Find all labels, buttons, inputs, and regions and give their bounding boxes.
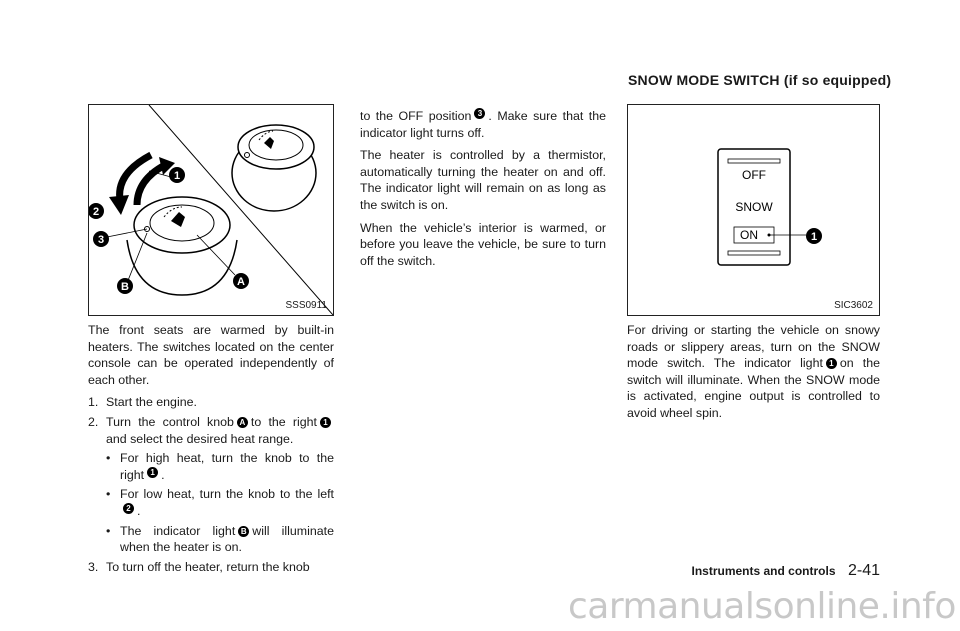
svg-text:3: 3 <box>97 234 105 246</box>
step-3: 3. To turn off the heater, return the knob <box>88 559 310 574</box>
callout-3 <box>93 231 109 247</box>
column-1 <box>88 322 334 578</box>
svg-text:1: 1 <box>810 231 818 243</box>
page-footer <box>680 562 880 580</box>
ref-1: 1 <box>320 417 331 428</box>
col3-paragraph-1: For driving or starting the vehicle on snowy roads or slippery areas, turn on the SNOW mode switch. The indicator light 1 on the switch will illuminate. When the SNOW mode is activated, engine output is controlled to avoid wheel spin. <box>627 323 880 420</box>
bullet-low-heat: • For low heat, turn the knob to the left2 . <box>106 487 334 518</box>
ref-1: 1 <box>826 358 837 369</box>
section-heading: SNOW MODE SWITCH (if so equipped) <box>628 72 892 88</box>
column-3 <box>627 322 880 428</box>
callout-1 <box>169 167 185 183</box>
col2-paragraph-1: to the OFF position 3 . Make sure that the indicator light turns off. <box>360 109 606 140</box>
svg-text:A: A <box>237 276 245 288</box>
switch-off-label: OFF <box>742 168 766 182</box>
svg-text:B: B <box>121 281 129 293</box>
callout-A <box>233 273 249 289</box>
col2-paragraph-2: The heater is controlled by a thermistor, automatically turning the heater on and off. The indicator light will remain on as long as the switch is on. <box>360 148 606 212</box>
upper-knob <box>232 125 316 211</box>
ref-A: A <box>237 417 248 428</box>
ref-1: 1 <box>147 467 158 478</box>
svg-text:2: 2 <box>92 206 100 218</box>
callout-2 <box>89 203 104 219</box>
seat-heater-illustration <box>89 105 333 315</box>
callout-B <box>117 278 133 294</box>
seat-heater-figure <box>88 104 334 316</box>
bullet-high-heat: • For high heat, turn the knob to the right 1 . <box>106 451 334 482</box>
figure-code: SSS0911 <box>285 300 327 311</box>
switch-snow-label: SNOW <box>735 200 773 214</box>
figure-code: SIC3602 <box>834 300 873 311</box>
step-2: 2. Turn the control knob A to the right 1 and select the desired heat range. <box>88 414 334 447</box>
switch-on-label: ON <box>740 228 758 242</box>
callout-1 <box>806 228 822 244</box>
page-number: 2-41 <box>847 562 880 579</box>
ref-B: B <box>238 526 249 537</box>
lower-knob <box>127 197 237 295</box>
column-2 <box>360 108 606 275</box>
ref-3: 3 <box>474 108 485 119</box>
footer-section: Instruments and controls <box>691 564 836 578</box>
snow-switch-illustration <box>628 105 879 315</box>
snow-switch-figure <box>627 104 880 316</box>
ref-2: 2 <box>123 503 134 514</box>
watermark: carmanualsonline.info <box>568 586 956 627</box>
intro-paragraph: The front seats are warmed by built-in heaters. The switches located on the center console can be operated independently of each other. <box>88 323 334 387</box>
col2-paragraph-3: When the vehicle’s interior is warmed, or before you leave the vehicle, be sure to turn off the switch. <box>360 220 606 268</box>
step-1: 1. Start the engine. <box>88 395 197 410</box>
svg-text:1: 1 <box>173 170 181 182</box>
bullet-indicator: • The indicator light B will illuminate when the heater is on. <box>106 523 334 555</box>
